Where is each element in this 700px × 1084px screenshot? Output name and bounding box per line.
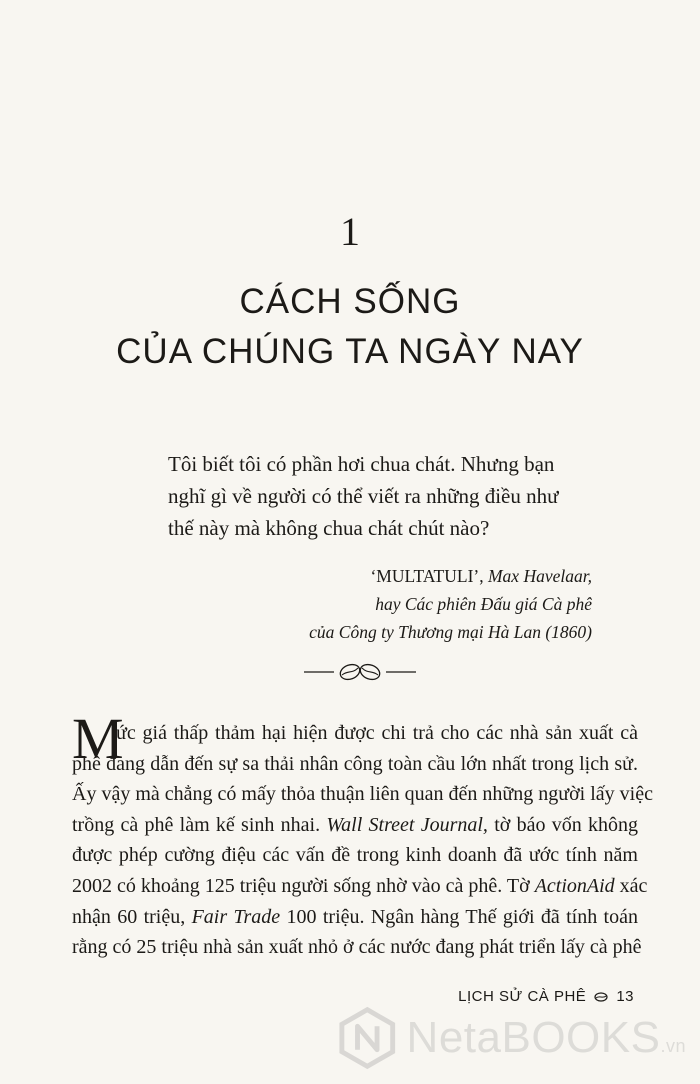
page-number: 13 (616, 988, 634, 1005)
epigraph-line: thế này mà không chua chát chút nào? (168, 516, 490, 540)
watermark-text (407, 1013, 686, 1063)
body-line: phê đang dẫn đến sự sa thải nhân công toàn cầu lớn nhất trong lịch sử. (72, 752, 638, 775)
attribution-line: hay Các phiên Đấu giá Cà phê (375, 594, 592, 614)
body-line-text: tờ báo vốn không (487, 813, 639, 836)
attribution-line (172, 562, 592, 590)
drop-cap: M (72, 706, 124, 771)
body-line (72, 810, 638, 841)
body-line: ức giá thấp thảm hại hiện được chi trả cho các nhà sản xuất cà (116, 722, 638, 744)
watermark-tld: .vn (660, 1036, 686, 1056)
body-line: rằng có 25 triệu nhà sản xuất nhỏ ở các nước đang phát triển lấy cà phê (72, 936, 642, 959)
epigraph-attribution (172, 562, 592, 646)
epigraph-line: Tôi biết tôi có phần hơi chua chát. Nhưng bạn (168, 452, 555, 476)
body-line (72, 902, 638, 933)
body-line: Ấy vậy mà chẳng có mấy thỏa thuận liên quan đến những người lấy việc (72, 783, 653, 806)
body-line: được phép cường điệu các vấn đề trong kinh doanh đã ước tính năm (72, 844, 638, 867)
body-line-text: 2002 có khoảng 125 triệu người sống nhờ vào cà phê. Tờ (72, 874, 535, 897)
attribution-line: của Công ty Thương mại Hà Lan (1860) (309, 622, 592, 642)
body-line (72, 871, 648, 902)
publication-name: Wall Street Journal, (326, 813, 488, 836)
body-text (72, 706, 653, 963)
body-line-text: nhận 60 triệu, (72, 905, 192, 928)
body-line-text: 100 triệu. Ngân hàng Thế giới đã tính toán (280, 905, 638, 928)
chapter-title-line-1: CÁCH SỐNG (239, 282, 461, 321)
epigraph (168, 448, 638, 544)
running-title: LỊCH SỬ CÀ PHÊ (458, 988, 587, 1005)
netabooks-logo-icon (336, 1006, 399, 1070)
body-line-text: xác (614, 874, 648, 897)
epigraph-line: nghĩ gì về người có thể viết ra những điều như (168, 484, 559, 508)
coffee-bean-ornament-icon (300, 656, 420, 686)
watermark (336, 1000, 686, 1076)
attribution-author: ‘MULTATULI’, (370, 566, 484, 586)
publication-name: ActionAid (534, 874, 615, 897)
publication-name: Fair Trade (191, 905, 281, 928)
attribution-work: Max Havelaar, (483, 566, 592, 586)
chapter-title-line-2: CỦA CHÚNG TA NGÀY NAY (116, 332, 584, 371)
watermark-brand: NetaBOOKS (406, 1013, 661, 1062)
body-line-text: trồng cà phê làm kế sinh nhai. (72, 813, 327, 836)
chapter-number: 1 (340, 209, 360, 254)
